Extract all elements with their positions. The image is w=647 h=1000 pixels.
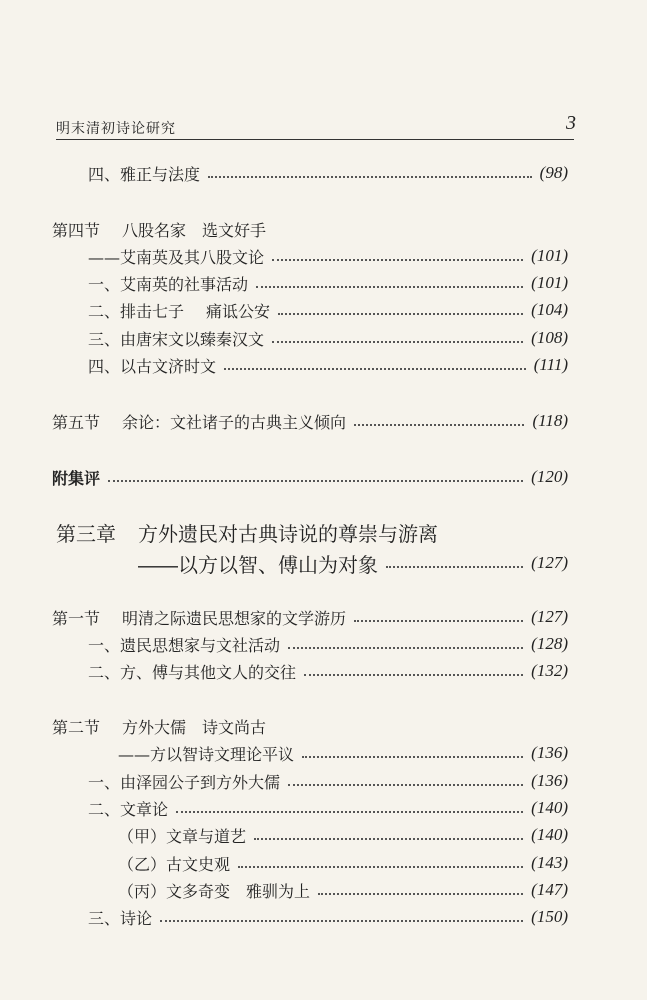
toc-page-number: (127) — [531, 607, 568, 626]
toc-page-number: (120) — [531, 467, 568, 486]
toc-page-number: (147) — [531, 880, 568, 899]
toc-page-number: (136) — [531, 771, 568, 790]
toc-entry[interactable] — [88, 325, 568, 351]
toc-entry[interactable] — [118, 822, 568, 848]
running-head — [56, 112, 576, 136]
toc-entry-label: ——艾南英及其八股文论 — [88, 247, 265, 267]
toc-page-number: (150) — [531, 907, 568, 926]
toc-entry-label: 二、排击七子 痛诋公安 — [88, 301, 271, 321]
toc-page-number: (101) — [531, 246, 568, 265]
toc-entry-label: 二、文章论 — [88, 799, 169, 819]
dot-leader — [272, 259, 523, 261]
toc-page-number: (140) — [531, 798, 568, 817]
toc-appendix-entry[interactable] — [52, 464, 568, 490]
dot-leader — [288, 784, 523, 786]
toc-page-number: (128) — [531, 634, 568, 653]
toc-entry[interactable] — [118, 850, 568, 876]
section-title: 明清之际遗民思想家的文学游历 — [122, 608, 347, 628]
dot-leader — [208, 176, 532, 178]
dot-leader — [354, 424, 524, 426]
toc-entry-label: 四、雅正与法度 — [88, 164, 201, 184]
dot-leader — [272, 341, 523, 343]
toc-entry[interactable] — [88, 160, 568, 186]
toc-entry[interactable] — [88, 795, 568, 821]
toc-entry-label: 附集评 — [52, 468, 101, 488]
toc-entry-label: （甲）文章与道艺 — [118, 826, 247, 846]
toc-page-number: (143) — [531, 853, 568, 872]
toc-chapter-heading[interactable] — [56, 518, 438, 547]
dot-leader — [302, 756, 523, 758]
section-number: 第二节 — [52, 717, 101, 737]
dot-leader — [256, 286, 523, 288]
toc-page-number: (108) — [531, 328, 568, 347]
toc-entry[interactable] — [88, 631, 568, 657]
toc-entry[interactable] — [88, 270, 568, 296]
toc-entry-label: （乙）古文史观 — [118, 854, 231, 874]
section-number: 第四节 — [52, 220, 101, 240]
dot-leader — [238, 866, 523, 868]
dot-leader — [278, 313, 523, 315]
toc-entry-label: 三、诗论 — [88, 908, 153, 928]
toc-entry[interactable] — [88, 658, 568, 684]
toc-page-number: (136) — [531, 743, 568, 762]
toc-entry-label: 一、遗民思想家与文社活动 — [88, 635, 281, 655]
section-number: 第一节 — [52, 608, 101, 628]
toc-entry-label: （丙）文多奇变 雅驯为上 — [118, 881, 311, 901]
running-title: 明末清初诗论研究 — [56, 121, 176, 137]
toc-section-entry[interactable] — [52, 408, 568, 434]
dot-leader — [288, 647, 523, 649]
page-number: 3 — [566, 112, 576, 134]
header-rule — [56, 139, 574, 140]
toc-section-heading[interactable] — [52, 713, 568, 739]
dot-leader — [386, 566, 523, 568]
section-title: 余论：文社诸子的古典主义倾向 — [122, 412, 347, 432]
toc-page-number: (101) — [531, 273, 568, 292]
toc-page-number: (127) — [531, 553, 568, 572]
toc-entry[interactable] — [88, 352, 568, 378]
toc-entry[interactable] — [118, 877, 568, 903]
toc-page-number: (98) — [539, 163, 568, 182]
toc-entry-label — [52, 715, 266, 738]
toc-entry-label: ——以方以智、傅山为对象 — [138, 554, 378, 577]
toc-page-number: (118) — [532, 411, 568, 430]
dot-leader — [224, 368, 526, 370]
chapter-number: 第三章 — [56, 524, 116, 546]
dot-leader — [108, 480, 523, 482]
toc-section-heading[interactable] — [52, 216, 568, 242]
dot-leader — [318, 893, 523, 895]
section-title: 方外大儒 诗文尚古 — [122, 717, 267, 737]
toc-chapter-subtitle[interactable] — [138, 550, 568, 576]
toc-page-number: (104) — [531, 300, 568, 319]
section-number: 第五节 — [52, 412, 101, 432]
dot-leader — [176, 811, 523, 813]
toc-entry-label — [52, 410, 346, 433]
toc-page-number: (111) — [533, 355, 568, 374]
toc-page-number: (140) — [531, 825, 568, 844]
toc-entry-label: 三、由唐宋文以臻秦汉文 — [88, 329, 265, 349]
toc-entry-label — [52, 218, 266, 241]
toc-page-number: (132) — [531, 661, 568, 680]
toc-entry[interactable] — [88, 904, 568, 930]
toc-section-entry[interactable] — [52, 604, 568, 630]
dot-leader — [304, 674, 523, 676]
dot-leader — [354, 620, 523, 622]
toc-entry[interactable] — [88, 243, 568, 269]
toc-entry-label: ——方以智诗文理论平议 — [118, 744, 295, 764]
toc-entry-label: 二、方、傅与其他文人的交往 — [88, 662, 297, 682]
toc-entry[interactable] — [88, 297, 568, 323]
section-title: 八股名家 选文好手 — [122, 220, 267, 240]
dot-leader — [254, 838, 523, 840]
toc-entry-label: 四、以古文济时文 — [88, 356, 217, 376]
toc-entry[interactable] — [88, 768, 568, 794]
toc-entry-label: 一、艾南英的社事活动 — [88, 274, 249, 294]
dot-leader — [160, 920, 523, 922]
toc-entry-label — [52, 606, 346, 629]
toc-entry[interactable] — [118, 740, 568, 766]
toc-entry-label: 一、由泽园公子到方外大儒 — [88, 772, 281, 792]
chapter-title: 方外遗民对古典诗说的尊崇与游离 — [138, 524, 438, 546]
